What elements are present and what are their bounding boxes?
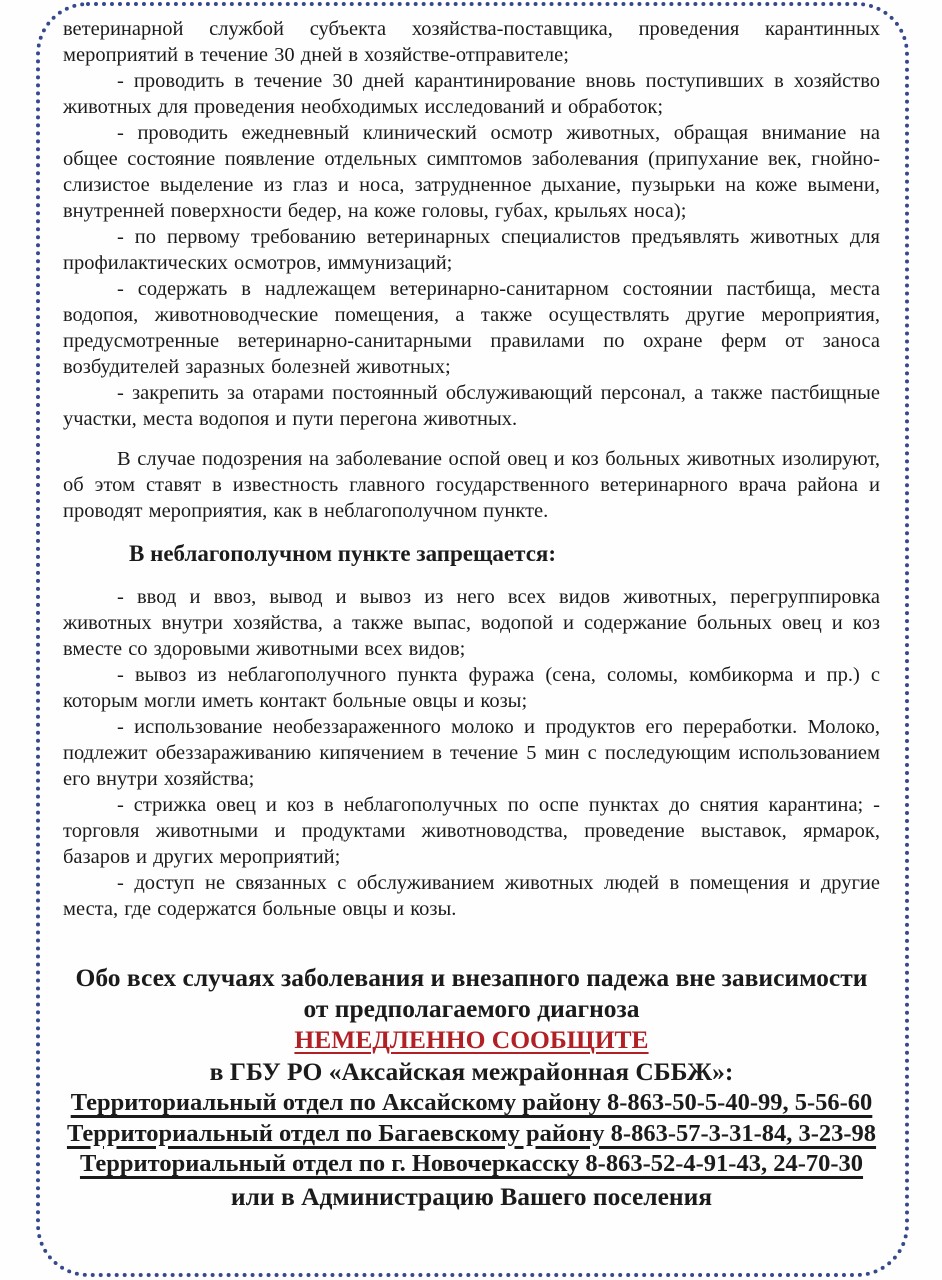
prohibition-paragraph: - ввод и ввоз, вывод и вывоз из него всех видов животных, перегруппировка животных внутри хозяйства, а также выпас, водопой и содержание больных овец и коз вместе со здоровыми животными всех видов; [63, 586, 880, 660]
organization-line: в ГБУ РО «Аксайская межрайонная СББЖ»: [209, 1057, 734, 1086]
emergency-alert: НЕМЕДЛЕННО СООБЩИТЕ [294, 1025, 649, 1054]
prohibition-paragraph: - доступ не связанных с обслуживанием животных людей в помещения и другие места, где содержатся больные овцы и козы. [63, 872, 880, 920]
body-paragraph: ветеринарной службой субъекта хозяйства-поставщика, проведения карантинных мероприятий в течение 30 дней в хозяйстве-отправителе; [63, 18, 880, 66]
body-paragraph: - проводить ежедневный клинический осмотр животных, обращая внимание на общее состояние появление отдельных симптомов заболевания (припухание век, гнойно-слизистое выделение из глаз и носа, затрудненное дыхание, пузырьки на коже вымени, внутренней поверхности бедер, на коже головы, губах, крыльях носа); [63, 122, 880, 222]
body-paragraph: - закрепить за отарами постоянный обслуживающий персонал, а также пастбищные участки, места водопоя и пути перегона животных. [63, 382, 880, 430]
closing-line: или в Администрацию Вашего поселения [230, 1181, 713, 1211]
contact-line-aksay: Территориальный отдел по Аксайскому району 8-863-50-5-40-99, 5-56-60 [70, 1089, 873, 1116]
section-heading: В неблагополучном пункте запрещается: [129, 541, 557, 566]
document-body [63, 16, 880, 1213]
contact-line-bagaevsk: Территориальный отдел по Багаевскому району 8-863-57-3-31-84, 3-23-98 [66, 1119, 877, 1147]
notice-line-2: от предполагаемого диагноза [303, 994, 640, 1023]
emergency-notice [63, 962, 880, 1213]
suspicion-paragraph: В случае подозрения на заболевание оспой овец и коз больных животных изолируют, об этом ставят в известность главного государственного ветеринарного врача района и проводят мероприятия, как в неблагополучном пункте. [63, 448, 880, 522]
body-paragraph: - содержать в надлежащем ветеринарно-санитарном состоянии пастбища, места водопоя, животноводческие помещения, а также осуществлять другие мероприятия, предусмотренные ветеринарно-санитарными правилами по охране ферм от заноса возбудителей заразных болезней животных; [63, 278, 880, 378]
prohibition-paragraph: - использование необеззараженного молоко и продуктов его переработки. Молоко, подлежит обеззараживанию кипячением в течение 5 мин с последующим использованием его внутри хозяйства; [63, 716, 880, 790]
notice-line-1: Обо всех случаях заболевания и внезапного падежа вне зависимости [75, 963, 868, 992]
body-paragraph: - проводить в течение 30 дней карантинирование вновь поступивших в хозяйство животных для проведения необходимых исследований и обработок; [63, 70, 880, 118]
prohibition-paragraph: - вывоз из неблагополучного пункта фуража (сена, соломы, комбикорма и пр.) с которым могли иметь контакт больные овцы и козы; [63, 664, 880, 712]
prohibition-paragraph: - стрижка овец и коз в неблагополучных по оспе пунктах до снятия карантина; - торговля животными и продуктами животноводства, проведение выставок, ярмарок, базаров и других мероприятий; [63, 794, 880, 868]
body-paragraph: - по первому требованию ветеринарных специалистов предъявлять животных для профилактических осмотров, иммунизаций; [63, 226, 880, 274]
contact-line-novocherkassk: Территориальный отдел по г. Новочеркасску 8-863-52-4-91-43, 24-70-30 [79, 1150, 864, 1177]
